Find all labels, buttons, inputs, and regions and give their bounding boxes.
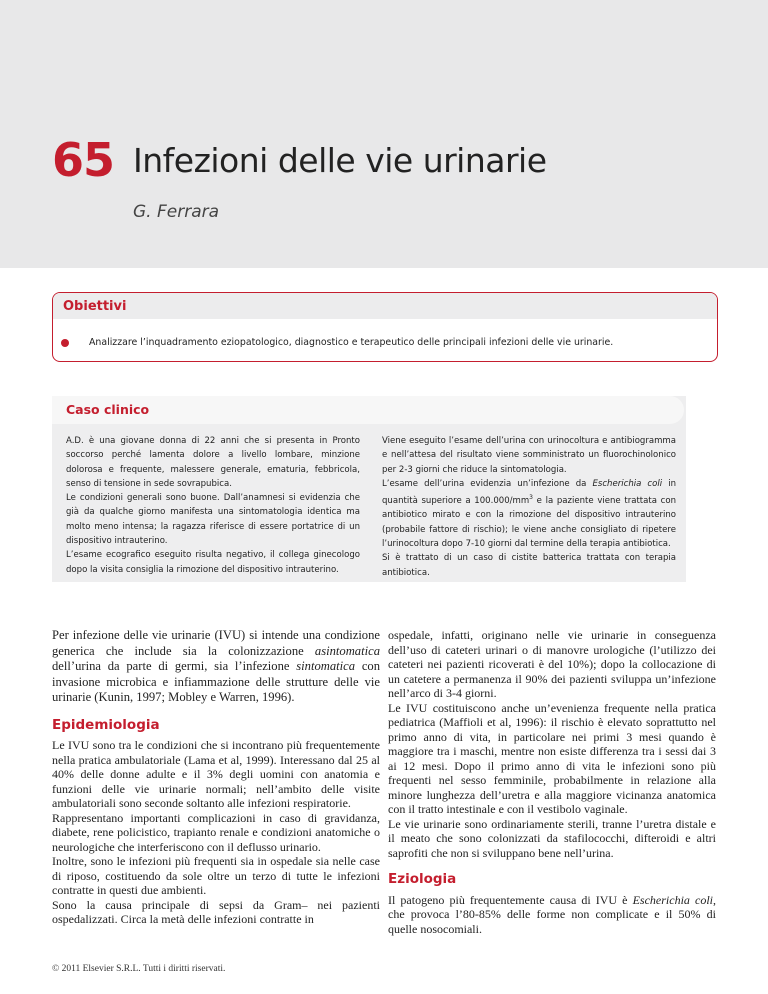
- intro-paragraph: Per infezione delle vie urinarie (IVU) si intende una condizione generica che include sia la colonizzazione asintomatica dell’urina da parte di germi, sia l’infezione sintomatica con invasione microbica e infiammazione delle strutture delle vie urinarie (Kunin, 1997; Mobley e Warren, 1996).: [52, 628, 380, 704]
- body-paragraph: Rappresentano importanti complicazioni in caso di gravidanza, diabete, rene policistico, trapianto renale e condizioni anatomiche o neurologiche che interferiscono con il deflusso urinario.: [52, 810, 380, 854]
- body-paragraph: Inoltre, sono le infezioni più frequenti sia in ospedale sia nelle case di riposo, costituendo da sole oltre un terzo di tutte le infezioni contratte in questi due ambienti.: [52, 854, 380, 897]
- author: G. Ferrara: [133, 202, 220, 222]
- body-paragraph: ospedale, infatti, originano nelle vie urinarie in conseguenza dell’uso di cateteri urinari o di manovre urologiche (l’utilizzo dei cateteri nei pazienti ricoverati è del 10%); dopo la collocazione di un catetere a permanenza il 90% dei pazienti sviluppa un’infezione nell’arco di 3-4 giorni.: [388, 628, 716, 700]
- main-right-column: [388, 628, 716, 936]
- case-paragraph: L’esame ecografico eseguito risulta negativo, il collega ginecologo dopo la visita consiglia la rimozione del dispositivo intrauterino.: [66, 550, 360, 575]
- body-paragraph: Le vie urinarie sono ordinariamente sterili, tranne l’uretra distale e il meato che sono colonizzati da stafilococchi, difteroidi e altri saprofiti che non si sviluppano bene nell’urina.: [388, 816, 716, 860]
- case-paragraph: A.D. è una giovane donna di 22 anni che si presenta in Pronto soccorso perché lamenta dolore a livello lombare, minzione dolorosa e frequente, malessere generale, ematuria, febbricola, senso di tensione in sede sovrapubica.: [66, 436, 360, 489]
- objectives-title: Obiettivi: [53, 293, 717, 319]
- body-paragraph: Le IVU costituiscono anche un’evenienza frequente nella pratica pediatrica (Maffioli et al, 1996): il rischio è elevato soprattutto nel primo anno di vita, in particolare nei primi 3 mesi quando è maggiore tra i maschi, mentre non esiste differenza tra i sessi dai 3 ai 12 mesi. Dopo il primo anno di vita le infezioni sono più frequenti nel sesso femminile, probabilmente in relazione alla minore lunghezza dell’uretra e alla maggiore vicinanza anatomica con il tratto intestinale e con il vestibolo vaginale.: [388, 700, 716, 816]
- body-paragraph: Le IVU sono tra le condizioni che si incontrano più frequentemente nella pratica ambulatoriale (Lama et al, 1999). Interessano dal 25 al 40% delle donne adulte e il 3% degli uomini con anatomia e funzioni delle vie urinarie normali; nell’ambito delle visite ambulatoriali sono seconde soltanto alle infezioni respiratorie.: [52, 738, 380, 810]
- clinical-case-right-column: [382, 434, 676, 580]
- section-heading-eziologia: Eziologia: [388, 871, 457, 887]
- body-paragraph: Il patogeno più frequentemente causa di IVU è Escherichia coli, che provoca l’80-85% delle forme non complicate e il 50% di quelle nosocomiali.: [388, 892, 716, 936]
- copyright-footer: © 2011 Elsevier S.R.L. Tutti i diritti riservati.: [52, 964, 226, 974]
- clinical-case-title: Caso clinico: [52, 396, 684, 424]
- body-paragraph: Sono la causa principale di sepsi da Gram– nei pazienti ospedalizzati. Circa la metà delle infezioni contratte in: [52, 897, 380, 926]
- main-left-column: [52, 628, 380, 927]
- case-paragraph: L’esame dell’urina evidenzia un’infezione da Escherichia coli in quantità superiore a $100.000/mm^3$ e la paziente viene trattata con antibiotico mirato e con la rimozione del dispositivo intrauterino (probabile fattore di rischio); le viene anche consigliato di ripetere l’urinocoltura dopo 7-10 giorni dal termine della terapia antibiotica.: [382, 478, 676, 549]
- case-paragraph: Si è trattato di un caso di cistite batterica trattata con terapia antibiotica.: [382, 553, 676, 578]
- clinical-case-left-column: [66, 434, 360, 577]
- chapter-header: [0, 0, 768, 268]
- clinical-case-box: [52, 396, 686, 582]
- case-paragraph: Viene eseguito l’esame dell’urina con urinocoltura e antibiogramma e nell’attesa del risultato viene somministrato un fluorochinolonico per 2-3 giorni che riduce la sintomatologia.: [382, 436, 676, 475]
- bullet-icon: [61, 339, 69, 347]
- chapter-number: 65: [52, 133, 115, 187]
- chapter-title: Infezioni delle vie urinarie: [133, 141, 547, 180]
- objectives-box: [52, 292, 718, 362]
- objective-item: Analizzare l’inquadramento eziopatologico, diagnostico e terapeutico delle principali infezioni delle vie urinarie.: [89, 337, 614, 348]
- case-paragraph: Le condizioni generali sono buone. Dall’anamnesi si evidenzia che già da qualche giorno manifesta una sintomatologia identica ma molto meno intensa; la ragazza riferisce di essere portatrice di un dispositivo intrauterino.: [66, 493, 360, 547]
- section-heading-epidemiologia: Epidemiologia: [52, 716, 160, 733]
